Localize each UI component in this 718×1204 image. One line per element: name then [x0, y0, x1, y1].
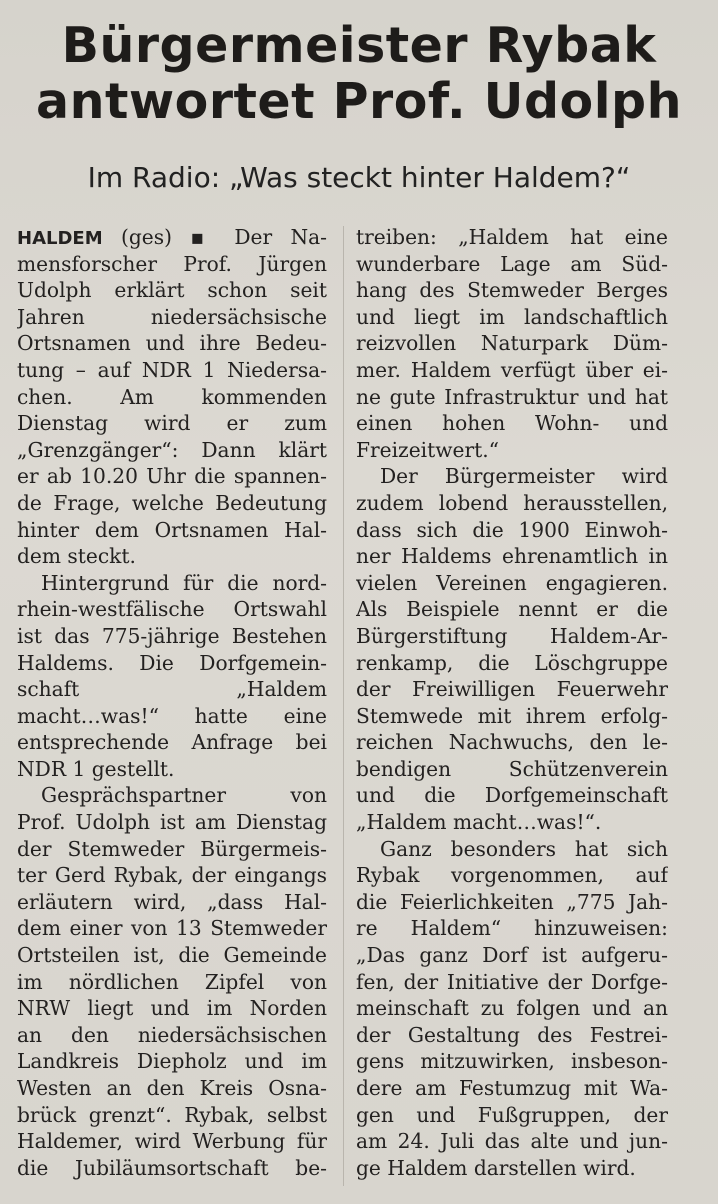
text-line: „Haldem macht…was!“.	[356, 810, 602, 835]
text-line: „Grenzgänger“: Dann klärt	[17, 437, 327, 462]
text-line: der Stemweder Bürgermeis-	[17, 836, 327, 861]
text-line: NRW liegt und im Norden	[17, 996, 327, 1021]
text-line: die Jubiläumsortschaft be-	[17, 1155, 327, 1180]
text-line: Als Beispiele nennt er die	[356, 597, 668, 622]
headline-line-2: antwortet Prof. Udolph	[36, 73, 682, 130]
text-line: Haldems. Die Dorfgemein-	[17, 650, 327, 675]
text-line: Der Bürgermeister wird	[380, 464, 668, 489]
text-line: mensforscher Prof. Jürgen	[17, 251, 327, 276]
text-line: dem steckt.	[17, 544, 136, 569]
text-line: reizvollen Naturpark Düm-	[356, 331, 668, 356]
text-line: renkamp, die Löschgruppe	[356, 650, 668, 675]
text-line: an den niedersächsischen	[17, 1022, 327, 1047]
text-line: chen. Am kommenden	[17, 384, 327, 409]
text-line: ne gute Infrastruktur und hat	[356, 384, 668, 409]
text-line: reichen Nachwuchs, den le-	[356, 730, 668, 755]
text-line: hang des Stemweder Berges	[356, 278, 668, 303]
text-line: gens mitzuwirken, insbeson-	[356, 1049, 668, 1074]
dateline: HALDEM	[17, 228, 103, 249]
subtitle: Im Radio: „Was steckt hinter Haldem?“	[87, 161, 631, 194]
headline	[0, 18, 718, 130]
text-line: de Frage, welche Bedeutung	[17, 490, 327, 515]
text-line: NDR 1 gestellt.	[17, 756, 175, 781]
text-line: Udolph erklärt schon seit	[17, 278, 327, 303]
text-line: dere am Festumzug mit Wa-	[356, 1076, 668, 1100]
text-line: Dienstag wird er zum	[17, 411, 327, 436]
text-line: vielen Vereinen engagieren.	[356, 570, 668, 595]
text-line: „Das ganz Dorf ist aufgeru-	[356, 943, 668, 968]
text-line: schaft „Haldem	[17, 677, 327, 702]
text-line: entsprechende Anfrage bei	[17, 730, 327, 755]
text-line: der Freiwilligen Feuerwehr	[356, 677, 668, 702]
text-line: die Feierlichkeiten „775 Jah-	[356, 889, 668, 914]
text-line: macht…was!“ hatte eine	[17, 703, 327, 728]
text-line: rhein-westfälische Ortswahl	[17, 597, 327, 622]
text-line: ge Haldem darstellen wird.	[356, 1155, 636, 1180]
text-line: Gesprächspartner von	[41, 783, 327, 808]
text-line: Jahren niedersächsische	[17, 304, 327, 329]
column-divider	[343, 226, 344, 1186]
text-line: ner Haldems ehrenamtlich in	[356, 544, 668, 569]
text-line: der Gestaltung des Festrei-	[356, 1022, 668, 1047]
text-line: ter Gerd Rybak, der eingangs	[17, 863, 327, 888]
text-line: mer. Haldem verfügt über ei-	[356, 357, 668, 382]
text-line: einen hohen Wohn- und	[356, 411, 668, 436]
text-line: treiben: „Haldem hat eine	[356, 225, 668, 249]
text-line: Ortsnamen und ihre Bedeu-	[17, 331, 327, 356]
text-line: und die Dorfgemeinschaft	[356, 783, 668, 808]
text-line: er ab 10.20 Uhr die spannen-	[17, 464, 327, 489]
text-line: meinschaft zu folgen und an	[356, 996, 668, 1021]
text-line: zudem lobend herausstellen,	[356, 490, 668, 515]
text-line: re Haldem“ hinzuweisen:	[356, 916, 668, 941]
text-line: wunderbare Lage am Süd-	[356, 251, 668, 276]
article-column-right	[356, 224, 668, 1181]
text-line: Freizeitwert.“	[356, 437, 499, 462]
text-line: Prof. Udolph ist am Dienstag	[17, 810, 327, 835]
article-column-left	[17, 224, 327, 1181]
headline-line-1: Bürgermeister Rybak	[61, 17, 657, 74]
text-line: fen, der Initiative der Dorfge-	[356, 969, 668, 994]
text-line: hinter dem Ortsnamen Hal-	[17, 517, 327, 542]
text-line: am 24. Juli das alte und jun-	[356, 1129, 668, 1154]
text-line	[17, 224, 327, 251]
text-line: ist das 775-jährige Bestehen	[17, 623, 327, 648]
text-line: Stemwede mit ihrem erfolg-	[356, 703, 668, 728]
text-line: gen und Fußgruppen, der	[356, 1102, 668, 1127]
text-line: und liegt im landschaftlich	[356, 304, 668, 329]
text-line: Ortsteilen ist, die Gemeinde	[17, 943, 327, 968]
text-line: Westen an den Kreis Osna-	[17, 1076, 327, 1100]
text-line: tung – auf NDR 1 Niedersa-	[17, 357, 327, 382]
text-line: Rybak vorgenommen, auf	[356, 863, 668, 888]
text-line: Bürgerstiftung Haldem-Ar-	[356, 623, 668, 648]
text-line: im nördlichen Zipfel von	[17, 969, 327, 994]
text-line: bendigen Schützenverein	[356, 756, 668, 781]
text-line: Hintergrund für die nord-	[41, 570, 327, 595]
text-line: brück grenzt“. Rybak, selbst	[17, 1102, 327, 1127]
text-line: Haldemer, wird Werbung für	[17, 1129, 327, 1154]
text-line-content: (ges) ▪ Der Na-	[102, 225, 327, 249]
text-line: dass sich die 1900 Einwoh-	[356, 517, 668, 542]
text-line: Ganz besonders hat sich	[380, 836, 668, 861]
text-line: Landkreis Diepholz und im	[17, 1049, 327, 1074]
text-line: dem einer von 13 Stemweder	[17, 916, 327, 941]
text-line: erläutern wird, „dass Hal-	[17, 889, 327, 914]
